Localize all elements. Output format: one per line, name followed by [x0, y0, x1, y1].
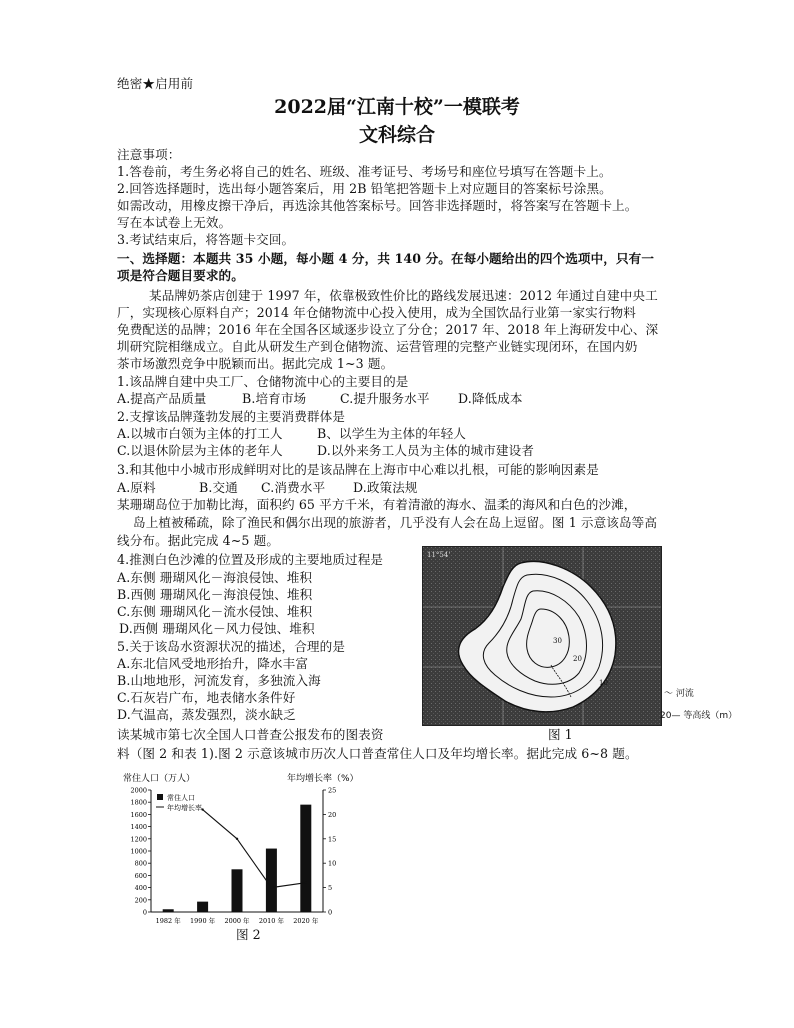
option-a[interactable]: A.原料: [117, 480, 156, 495]
y-tick-label: 1000: [130, 847, 147, 856]
growth-rate-line: [203, 810, 306, 888]
contour-label: 20: [573, 655, 582, 663]
y-tick-label: 600: [134, 871, 147, 880]
option-c[interactable]: C.提升服务水平: [340, 391, 430, 406]
population-bar: [266, 849, 277, 912]
notice-item: 如需改动，用橡皮擦干净后，再选涂其他答案标号。回答非选择题时，将答案写在答题卡上。: [117, 198, 638, 213]
question-5-stem: 5.关于该岛水资源状况的描述，合理的是: [117, 639, 346, 654]
notice-heading: 注意事项：: [117, 147, 181, 162]
question-2-options-ab: [117, 426, 466, 441]
y-tick-label: 200: [134, 896, 147, 905]
y-tick-label: 2000: [130, 786, 147, 795]
question-2-stem: 2.支撑该品牌蓬勃发展的主要消费群体是: [117, 409, 346, 424]
question-1-options: [117, 391, 523, 406]
question-4-stem: 4.推测白色沙滩的位置及形成的主要地质过程是: [117, 552, 384, 567]
legend-line-label: 年均增长率: [167, 804, 202, 812]
y-right-title: 年均增长率（%）: [287, 774, 357, 784]
section-heading: 一、选择题：本题共 35 小题，每小题 4 分，共 140 分。在每小题给出的四个选项中，只有一: [117, 251, 655, 266]
option-d[interactable]: D.气温高，蒸发强烈，淡水缺乏: [117, 707, 296, 722]
x-tick-label: 2010 年: [258, 917, 284, 925]
x-tick-label: 1982 年: [155, 917, 181, 925]
y2-tick-label: 5: [328, 884, 333, 893]
notice-item: 3.考试结束后，将答题卡交回。: [117, 232, 295, 247]
y-tick-label: 0: [142, 908, 147, 917]
option-c[interactable]: C.以退休阶层为主体的老年人: [117, 443, 283, 458]
passage-3-line: 读某城市第七次全国人口普查公报发布的图表资: [117, 727, 384, 742]
question-3-options: [117, 480, 418, 495]
legend: [156, 793, 202, 812]
growth-rate-point: [270, 886, 272, 888]
option-c[interactable]: C.东侧 珊瑚风化－流水侵蚀、堆积: [117, 604, 313, 619]
option-b[interactable]: B.山地地形，河流发育，多独流入海: [117, 673, 321, 688]
passage-2-line: 某珊瑚岛位于加勒比海，面积约 65 平方千米，有着清澈的海水、温柔的海风和白色的沙滩，: [117, 497, 637, 512]
y-tick-label: 1200: [130, 835, 147, 844]
passage-1-line: 免费配送的品牌；2016 年在全国各区域逐步设立了分仓；2017 年、2018 年上海研发中心、深: [117, 322, 659, 337]
y-tick-label: 1800: [130, 798, 147, 807]
y-tick-label: 800: [134, 859, 147, 868]
y2-tick-label: 20: [328, 810, 337, 819]
population-bar: [232, 869, 243, 912]
growth-rate-point: [305, 882, 307, 884]
growth-rate-point: [236, 838, 238, 840]
y-tick-label: 1400: [130, 823, 147, 832]
passage-2-line: 岛上植被稀疏，除了渔民和偶尔出现的旅游者，几乎没有人会在岛上逗留。图 1 示意该岛等高: [133, 515, 658, 530]
question-1-stem: 1.该品牌自建中央工厂、仓储物流中心的主要目的是: [117, 374, 409, 389]
exam-subject: 文科综合: [358, 124, 435, 146]
option-b[interactable]: B.培育市场: [242, 391, 307, 406]
island-contour-map: [422, 546, 662, 726]
option-c[interactable]: C.石灰岩广布，地表储水条件好: [117, 690, 296, 705]
question-2-options-cd: [117, 443, 534, 458]
figure-2-caption: 图 2: [236, 927, 261, 942]
legend-contour: 20— 等高线（m）: [660, 711, 738, 721]
option-a[interactable]: A.以城市白领为主体的打工人: [117, 426, 283, 441]
population-bar: [197, 902, 208, 912]
x-tick-label: 1990 年: [190, 917, 216, 925]
population-chart: [117, 772, 357, 942]
option-a[interactable]: A.东侧 珊瑚风化－海浪侵蚀、堆积: [117, 570, 313, 585]
y-tick-label: 1600: [130, 810, 147, 819]
legend-bar-swatch: [157, 794, 163, 800]
x-tick-label: 2000 年: [224, 917, 250, 925]
legend-bar-label: 常住人口: [167, 794, 195, 802]
y2-tick-label: 25: [328, 786, 337, 795]
exam-title: 2022届“江南十校”一模联考: [274, 96, 520, 118]
passage-2-line: 线分布。据此完成 4~5 题。: [117, 533, 280, 548]
passage-3-line: 料（图 2 和表 1).图 2 示意该城市历次人口普查常住人口及年均增长率。据此完成 6~8 题。: [117, 746, 638, 761]
y2-tick-label: 15: [328, 835, 337, 844]
y-left-title: 常住人口（万人）: [123, 774, 196, 784]
option-b[interactable]: B.交通: [199, 480, 238, 495]
passage-1-line: 厂，实现核心原料自产；2014 年仓储物流中心投入使用，成为全国饮品行业第一家实行物料: [117, 305, 636, 320]
legend-river: ～ 河流: [664, 689, 694, 699]
option-b[interactable]: B、以学生为主体的年轻人: [317, 426, 466, 441]
option-d[interactable]: D.政策法规: [353, 480, 418, 495]
population-bar: [163, 909, 174, 912]
figure-1-caption: 图 1: [548, 727, 573, 742]
section-heading-cont: 项是符合题目要求的。: [117, 268, 244, 283]
y2-tick-label: 0: [328, 908, 333, 917]
river-legend-icon: ～: [664, 689, 676, 699]
option-c[interactable]: C.消费水平: [261, 480, 326, 495]
notice-item: 2.回答选择题时，选出每小题答案后，用 2B 铅笔把答题卡上对应题目的答案标号涂黑。: [117, 181, 612, 196]
option-d[interactable]: D.以外来务工人员为主体的城市建设者: [317, 443, 534, 458]
contour-label: 10: [599, 679, 608, 687]
notice-item: 1.答卷前，考生务必将自己的姓名、班级、准考证号、考场号和座位号填写在答题卡上。: [117, 164, 612, 179]
population-bar: [300, 805, 311, 912]
option-b[interactable]: B.西侧 珊瑚风化－海浪侵蚀、堆积: [117, 587, 313, 602]
notice-item: 写在本试卷上无效。: [117, 215, 232, 230]
question-3-stem: 3.和其他中小城市形成鲜明对比的是该品牌在上海市中心难以扎根，可能的影响因素是: [117, 462, 599, 477]
option-a[interactable]: A.东北信风受地形抬升，降水丰富: [117, 656, 309, 671]
option-a[interactable]: A.提高产品质量: [117, 391, 207, 406]
passage-1-line: 茶市场激烈竞争中脱颖而出。据此完成 1~3 题。: [117, 356, 394, 371]
passage-1-line: 圳研究院相继成立。自此从研发生产到仓储物流、运营管理的完整产业链实现闭环，在国内奶: [117, 339, 638, 354]
option-d[interactable]: D.西侧 珊瑚风化－风力侵蚀、堆积: [119, 621, 315, 636]
x-tick-label: 2020 年: [293, 917, 319, 925]
y-tick-label: 400: [134, 884, 147, 893]
passage-1-line: 某品牌奶茶店创建于 1997 年，依靠极致性价比的路线发展迅速：2012 年通过自建中央工: [149, 288, 658, 303]
option-d[interactable]: D.降低成本: [458, 391, 523, 406]
contour-label: 30: [553, 637, 562, 645]
map-corner-label: 11°54': [427, 551, 451, 559]
secret-label: 绝密★启用前: [117, 76, 194, 91]
y2-tick-label: 10: [328, 859, 337, 868]
